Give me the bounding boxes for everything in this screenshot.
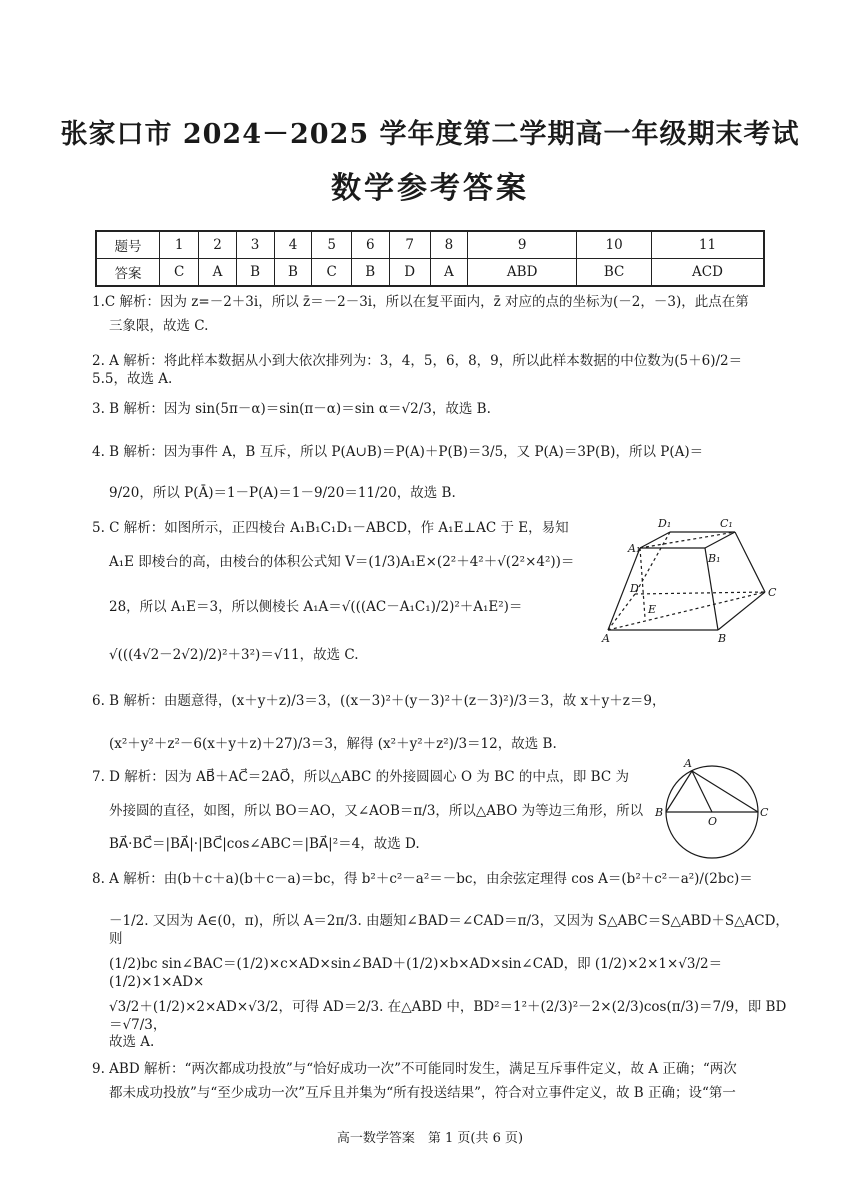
q7-line-1: 7. D 解析：因为 AB⃗＋AC⃗＝2AO⃗，所以△ABC 的外接圆圆心 O 为 BC 的中点，即 BC 为 [92,769,629,785]
answer-table-header-row [96,231,764,259]
label-A: A [684,757,692,770]
label-O: O [708,815,718,828]
q4-line-1: 4. B 解析：因为事件 A，B 互斥，所以 P(A∪B)＝P(A)＋P(B)＝3/5，又 P(A)＝3P(B)，所以 P(A)＝ [92,444,704,460]
table-cell: 2 [199,231,236,259]
label-A1: A₁ [628,542,641,555]
q3-line: 3. B 解析：因为 sin(5π－α)＝sin(π－α)＝sin α＝√2/3，故选 B. [92,401,491,417]
table-cell: 答案 [96,259,160,287]
table-cell: 3 [236,231,274,259]
table-cell: 1 [160,231,199,259]
q4-line-2: 9/20，所以 P(Ā)＝1－P(A)＝1－9/20＝11/20，故选 B. [109,485,456,501]
page-title: 张家口市 2024－2025 学年度第二学期高一年级期末考试 [60,119,800,150]
label-A: A [602,632,610,645]
label-B: B [718,632,727,645]
q8-line-4: √3/2＋(1/2)×2×AD×√3/2，可得 AD＝2/3. 在△ABD 中，BD²＝1²＋(2/3)²－2×(2/3)cos(π/3)＝7/9，即 BD＝√7/3， [109,999,787,1033]
q5-line-2: A₁E 即棱台的高，由棱台的体积公式知 V＝(1/3)A₁E×(2²＋4²＋√(2²×4²))＝ [109,554,575,570]
table-cell: 5 [312,231,351,259]
label-D1: D₁ [658,517,672,530]
q7-line-2: 外接圆的直径，如图，所以 BO＝AO，又∠AOB＝π/3，所以△ABO 为等边三角形，所以 [109,803,644,819]
table-cell: B [351,259,389,287]
q6-line-1: 6. B 解析：由题意得，(x＋y＋z)/3＝3，((x－3)²＋(y－3)²＋(z－3)²)/3＝3，故 x＋y＋z＝9， [92,693,666,709]
table-cell: A [199,259,236,287]
q8-line-2: －1/2. 又因为 A∈(0，π)，所以 A＝2π/3. 由题知∠BAD＝∠CAD＝π/3，又因为 S△ABC＝S△ABD＋S△ACD，则 [109,913,789,947]
q1-line-1: 1.C 解析：因为 z=－2＋3i，所以 z̄＝－2－3i，所以在复平面内，z̄ 对应的点的坐标为(－2，－3)，此点在第 [92,294,749,310]
table-cell: BC [577,259,652,287]
q2-line: 2. A 解析：将此样本数据从小到大依次排列为：3，4，5，6，8，9，所以此样本数据的中位数为(5＋6)/2＝5.5，故选 A. [92,353,743,387]
table-cell: ACD [651,259,764,287]
q8-line-3: (1/2)bc sin∠BAC＝(1/2)×c×AD×sin∠BAD＋(1/2)×b×AD×sin∠CAD，即 (1/2)×2×1×√3/2＝(1/2)×1×AD× [109,956,723,990]
table-cell: 4 [274,231,312,259]
table-cell: 题号 [96,231,160,259]
table-cell: ABD [468,259,577,287]
table-cell: C [312,259,351,287]
label-C: C [768,586,777,599]
page-subtitle: 数学参考答案 [331,171,529,206]
page-footer: 高一数学答案 第 1 页(共 6 页) [336,1131,524,1146]
circle-figure [652,757,772,867]
table-cell: 7 [389,231,430,259]
table-cell: 9 [468,231,577,259]
table-cell: 8 [430,231,467,259]
table-cell: A [430,259,467,287]
label-B: B [655,806,664,819]
q5-line-1: 5. C 解析：如图所示，正四棱台 A₁B₁C₁D₁－ABCD，作 A₁E⊥AC 于 E，易知 [92,520,569,536]
label-C: C [760,806,769,819]
table-cell: 11 [651,231,764,259]
label-D: D [630,582,639,595]
table-cell: C [160,259,199,287]
q5-line-3: 28，所以 A₁E＝3，所以侧棱长 A₁A＝√(((AC－A₁C₁)/2)²＋A₁E²)＝ [109,599,523,615]
q1-line-2: 三象限，故选 C. [109,318,209,334]
q8-line-5: 故选 A. [109,1034,155,1050]
answer-table [95,230,765,287]
q7-line-3: BA⃗·BC⃗＝|BA⃗|·|BC⃗|cos∠ABC＝|BA⃗|²＝4，故选 D. [109,836,420,852]
label-C1: C₁ [720,517,733,530]
label-E: E [648,603,657,616]
table-cell: B [236,259,274,287]
table-cell: 10 [577,231,652,259]
q5-line-4: √(((4√2－2√2)/2)²＋3²)＝√11，故选 C. [109,647,359,663]
label-B1: B₁ [708,552,721,565]
q9-line-1: 9. ABD 解析：“两次都成功投放”与“恰好成功一次”不可能同时发生，满足互斥事件定义，故 A 正确；“两次 [92,1061,737,1077]
answer-table-answer-row [96,259,764,287]
frustum-figure [600,512,780,647]
table-cell: B [274,259,312,287]
q9-line-2: 都未成功投放”与“至少成功一次”互斥且并集为“所有投送结果”，符合对立事件定义，故 B 正确；设“第一 [109,1085,736,1101]
q8-line-1: 8. A 解析：由(b＋c＋a)(b＋c－a)＝bc，得 b²＋c²－a²＝－bc，由余弦定理得 cos A＝(b²＋c²－a²)/(2bc)＝ [92,871,753,887]
q6-line-2: (x²＋y²＋z²－6(x＋y＋z)＋27)/3＝3，解得 (x²＋y²＋z²)/3＝12，故选 B. [109,736,557,752]
table-cell: 6 [351,231,389,259]
table-cell: D [389,259,430,287]
